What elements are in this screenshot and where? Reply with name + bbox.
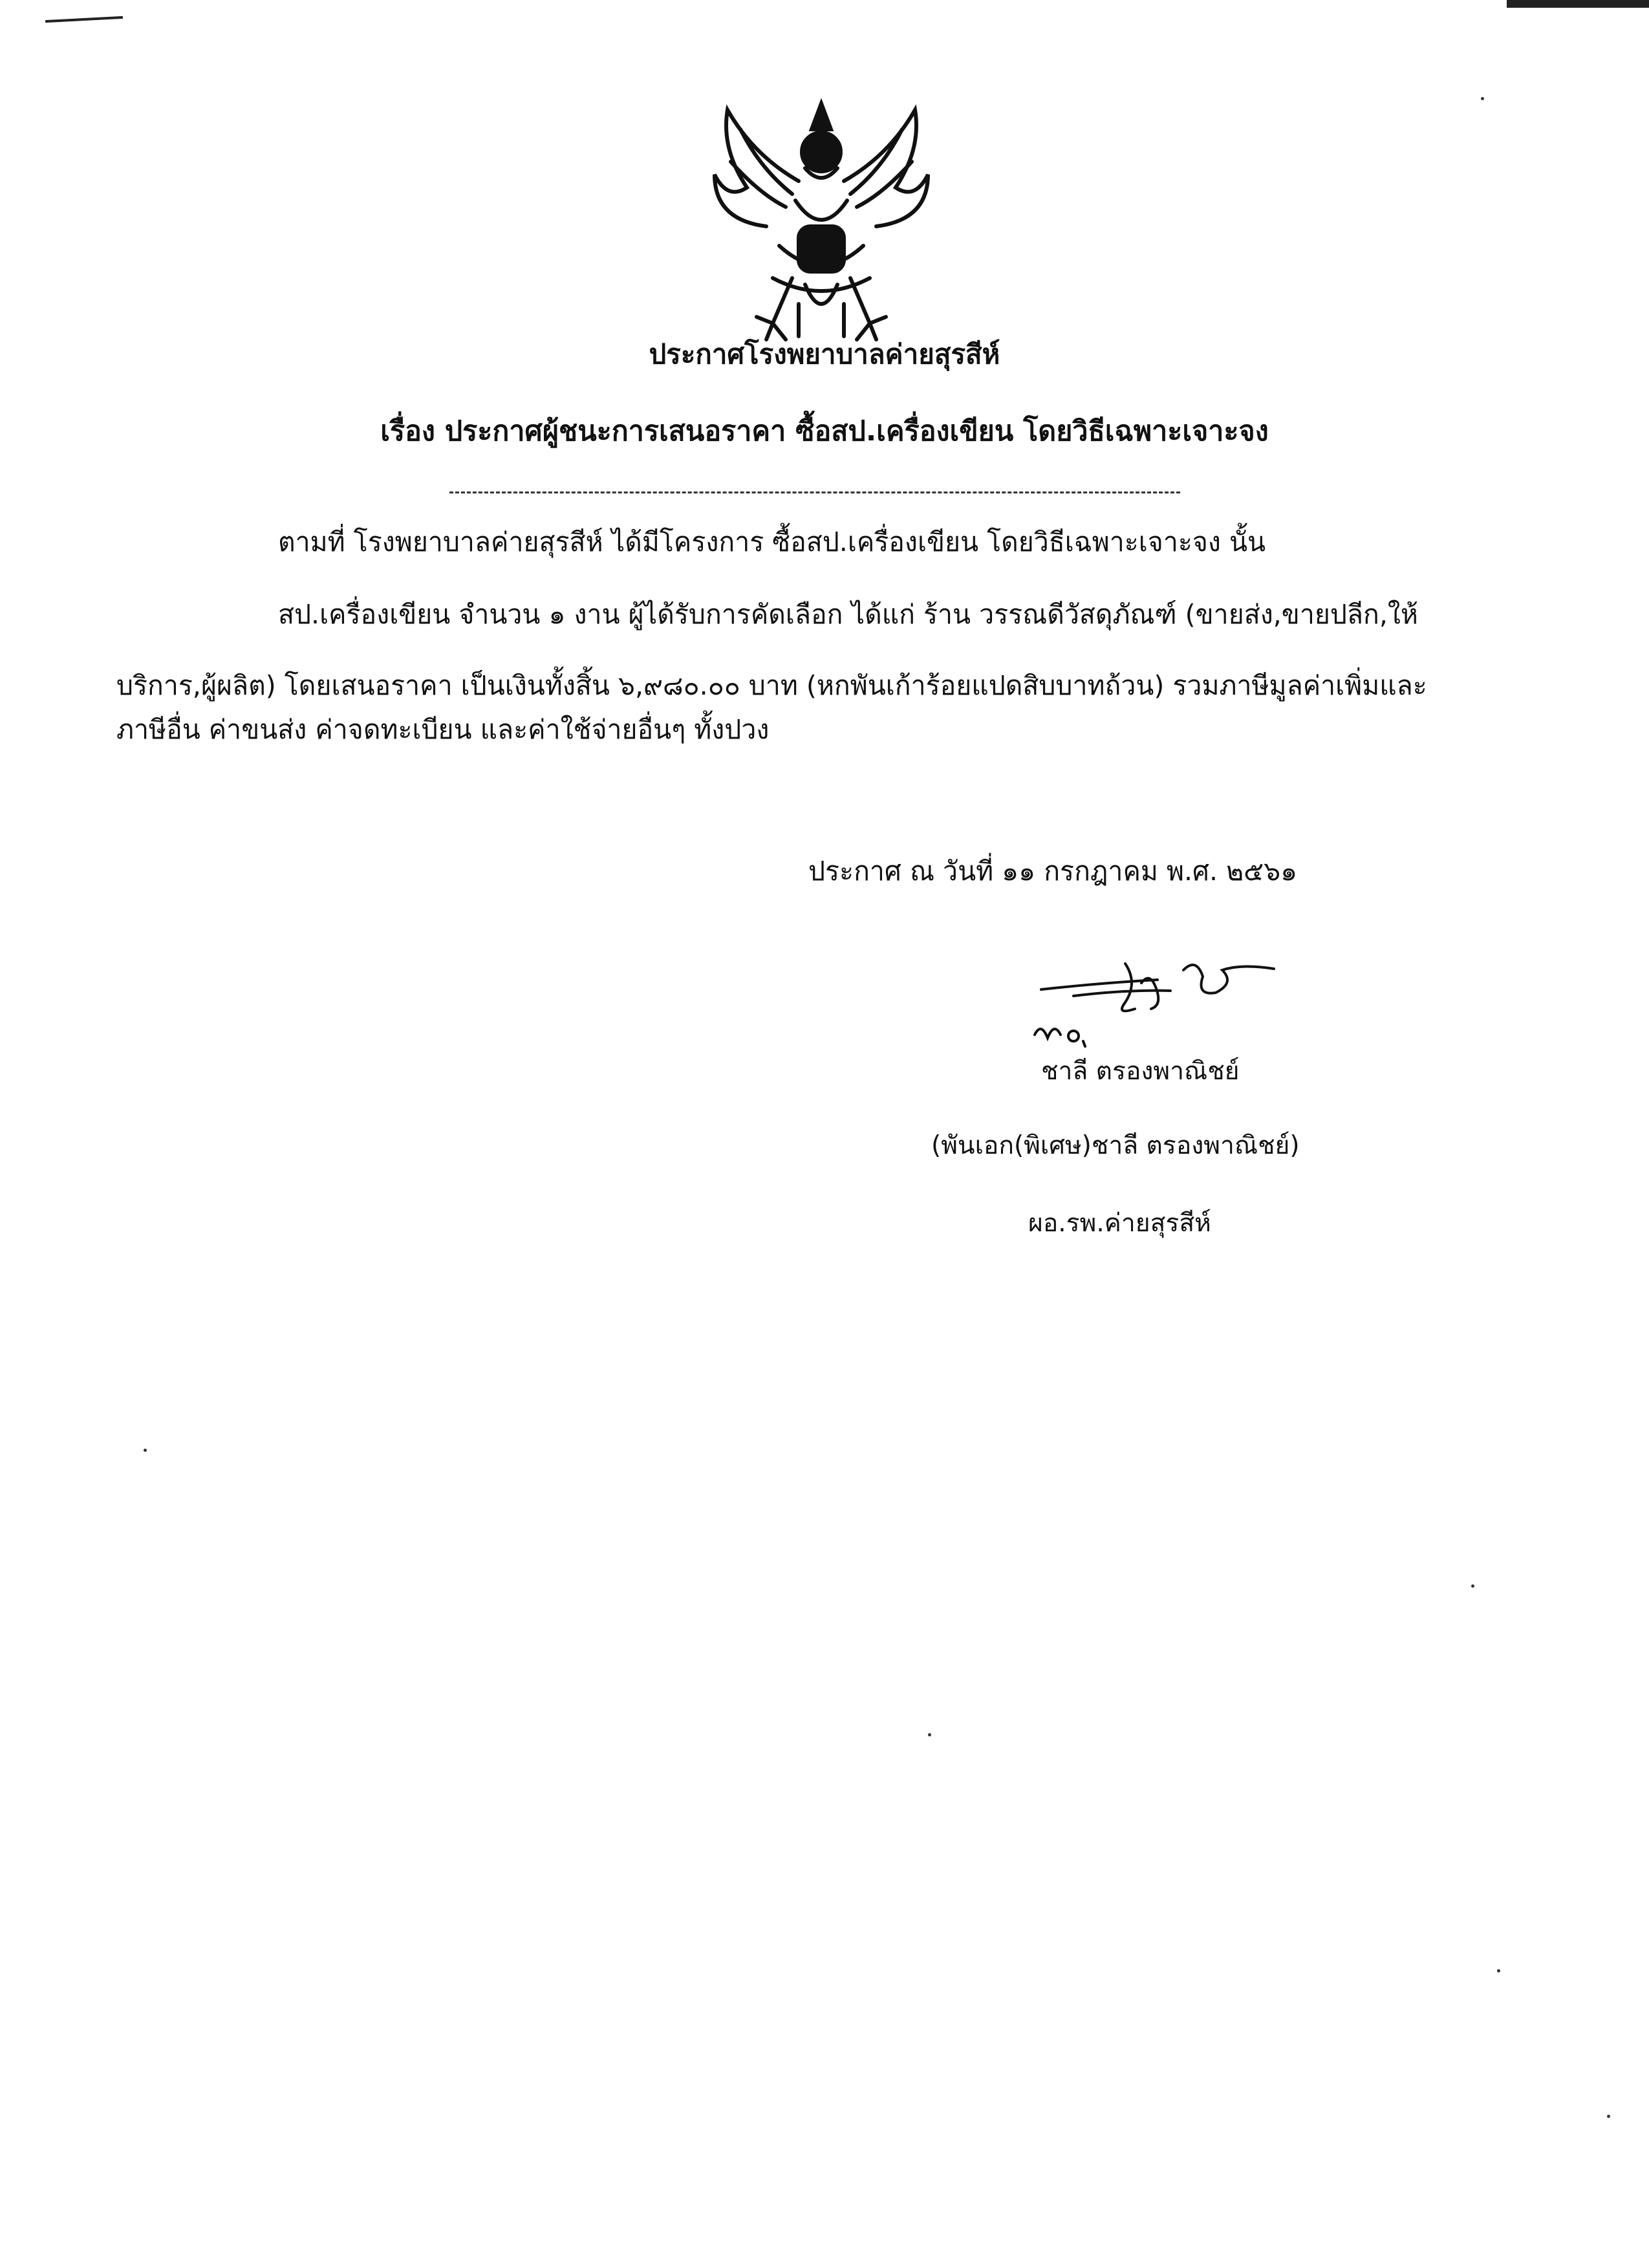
document-subject: เรื่อง ประกาศผู้ชนะการเสนอราคา ซื้อสป.เครื่องเขียน โดยวิธีเฉพาะเจาะจง xyxy=(380,415,1269,448)
body-paragraph-line-3: บริการ,ผู้ผลิต) โดยเสนอราคา เป็นเงินทั้งสิ้น ๖,๙๘๐.๐๐ บาท (หกพันเก้าร้อยแปดสิบบาทถ้วน) รวมภาษีมูลค่าเพิ่มและ xyxy=(116,670,1427,701)
divider-line xyxy=(449,491,1180,493)
handwritten-signature xyxy=(1028,944,1300,1067)
scan-speck xyxy=(928,1733,931,1736)
scan-speck xyxy=(1481,97,1484,100)
scan-mark-top-right xyxy=(1507,0,1649,8)
body-paragraph-line-4: ภาษีอื่น ค่าขนส่ง ค่าจดทะเบียน และค่าใช้จ่ายอื่นๆ ทั้งปวง xyxy=(116,714,770,745)
scan-mark-top-left xyxy=(45,16,123,23)
signatory-name: ชาลี ตรองพาณิชย์ xyxy=(1041,1057,1240,1086)
body-paragraph-line-2: สป.เครื่องเขียน จำนวน ๑ งาน ผู้ได้รับการคัดเลือก ได้แก่ ร้าน วรรณดีวัสดุภัณฑ์ (ขายส่ง,ขายปลีก,ให้ xyxy=(278,599,1418,630)
announcement-date: ประกาศ ณ วันที่ ๑๑ กรกฎาคม พ.ศ. ๒๕๖๑ xyxy=(808,856,1298,887)
signatory-position: ผอ.รพ.ค่ายสุรสีห์ xyxy=(1028,1209,1211,1238)
scan-speck xyxy=(1607,2115,1610,2118)
scan-speck xyxy=(1471,1584,1474,1588)
body-paragraph-line-1: ตามที่ โรงพยาบาลค่ายสุรสีห์ ได้มีโครงการ ซื้อสป.เครื่องเขียน โดยวิธีเฉพาะเจาะจง นั้น xyxy=(278,526,1266,557)
document-title: ประกาศโรงพยาบาลค่ายสุรสีห์ xyxy=(649,338,1000,370)
signatory-full-name-rank: (พันเอก(พิเศษ)ชาลี ตรองพาณิชย์) xyxy=(931,1131,1300,1160)
scan-speck xyxy=(144,1449,147,1452)
garuda-emblem-icon xyxy=(702,91,941,349)
scan-speck xyxy=(1497,1969,1500,1972)
